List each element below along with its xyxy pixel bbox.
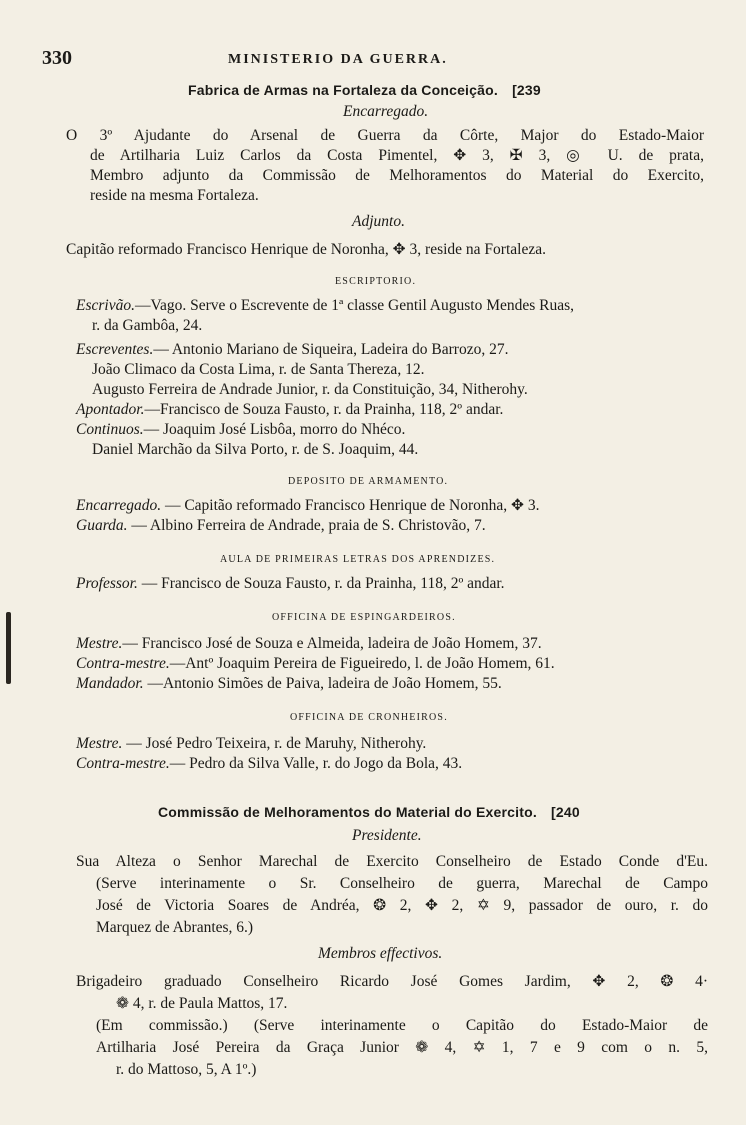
subtitle-presidente: Presidente.	[352, 827, 422, 844]
text-apontador: —Francisco de Souza Fausto, r. da Prainha, 118, 2º andar.	[144, 401, 504, 418]
entry-continuos	[76, 420, 405, 440]
subsection-espingardeiros: OFFICINA DE ESPINGARDEIROS.	[272, 612, 456, 623]
encarregado-line-4: reside na mesma Fortaleza.	[90, 187, 259, 204]
label-esp-contra: Contra-mestre.	[76, 655, 170, 672]
text-guarda: — Albino Ferreira de Andrade, praia de S. Christovão, 7.	[127, 517, 486, 534]
continuo-2: Daniel Marchão da Silva Porto, r. de S. Joaquim, 44.	[92, 441, 419, 458]
escrevente-3: Augusto Ferreira de Andrade Junior, r. da Constituição, 34, Nitherohy.	[92, 381, 528, 398]
text-esp-contra: —Antº Joaquim Pereira de Figueiredo, l. de João Homem, 61.	[169, 655, 555, 672]
encarregado-line-3: Membro adjunto da Commissão de Melhoramentos do Material do Exercito,	[90, 167, 704, 184]
section-ref: [240	[551, 804, 580, 820]
subtitle-encarregado: Encarregado.	[343, 103, 429, 120]
heading-text: Commissão de Melhoramentos do Material do Exercito.	[158, 804, 537, 820]
text-dep-encarregado: — Capitão reformado Francisco Henrique de Noronha, ✥ 3.	[161, 497, 540, 514]
entry-escrivao-cont: r. da Gambôa, 24.	[92, 317, 203, 334]
entry-guarda	[76, 516, 486, 536]
entry-cro-mestre	[76, 734, 426, 754]
text-esp-mestre: — Francisco José de Souza e Almeida, ladeira de João Homem, 37.	[122, 635, 542, 652]
membros-line-5: r. do Mattoso, 5, A 1º.)	[116, 1061, 257, 1078]
membros-line-2: ❁ 4, r. de Paula Mattos, 17.	[116, 995, 288, 1012]
label-dep-encarregado: Encarregado.	[76, 497, 162, 514]
subtitle-adjunto: Adjunto.	[352, 213, 405, 230]
label-continuos: Continuos.	[76, 421, 144, 438]
heading-text: Fabrica de Armas na Fortaleza da Conceição.	[188, 82, 498, 98]
entry-cro-contra-mestre	[76, 754, 462, 774]
entry-esp-mandador	[76, 674, 502, 694]
subtitle-membros: Membros effectivos.	[318, 945, 443, 962]
subsection-cronheiros: OFFICINA DE CRONHEIROS.	[290, 712, 448, 723]
text-esp-mandador: —Antonio Simões de Paiva, ladeira de João Homem, 55.	[143, 675, 502, 692]
subsection-deposito: DEPOSITO DE ARMAMENTO.	[288, 476, 449, 487]
text-escreventes: — Antonio Mariano de Siqueira, Ladeira do Barrozo, 27.	[153, 341, 509, 358]
label-guarda: Guarda.	[76, 517, 128, 534]
membros-line-1: Brigadeiro graduado Conselheiro Ricardo José Gomes Jardim, ✥ 2, ❂ 4·	[76, 973, 708, 990]
label-escrivao: Escrivão.	[76, 297, 135, 314]
label-apontador: Apontador.	[76, 401, 145, 418]
entry-escrivao	[76, 296, 574, 316]
text-cro-mestre: — José Pedro Teixeira, r. de Maruhy, Nitherohy.	[122, 735, 427, 752]
membros-line-4: Artilharia José Pereira da Graça Junior ❁ 4, ✡ 1, 7 e 9 com o n. 5,	[96, 1039, 708, 1056]
running-head: MINISTERIO DA GUERRA.	[228, 52, 448, 67]
encarregado-line-1: O 3º Ajudante do Arsenal de Guerra da Côrte, Major do Estado-Maior	[66, 127, 704, 144]
text-continuos: — Joaquim José Lisbôa, morro do Nhéco.	[143, 421, 406, 438]
presidente-line-1: Sua Alteza o Senhor Marechal de Exercito Conselheiro de Estado Conde d'Eu.	[76, 853, 708, 870]
entry-esp-mestre	[76, 634, 542, 654]
entry-escreventes	[76, 340, 508, 360]
label-cro-contra: Contra-mestre.	[76, 755, 170, 772]
entry-professor	[76, 574, 505, 594]
text-professor: — Francisco de Souza Fausto, r. da Prainha, 118, 2º andar.	[137, 575, 505, 592]
label-cro-mestre: Mestre.	[76, 735, 123, 752]
presidente-line-4: Marquez de Abrantes, 6.)	[96, 919, 254, 936]
adjunto-line: Capitão reformado Francisco Henrique de Noronha, ✥ 3, reside na Fortaleza.	[66, 241, 546, 258]
section-heading-commissao	[158, 802, 580, 822]
label-esp-mandador: Mandador.	[76, 675, 144, 692]
subsection-aula: AULA DE PRIMEIRAS LETRAS DOS APRENDIZES.	[220, 554, 496, 565]
margin-ink-mark	[6, 612, 11, 684]
label-esp-mestre: Mestre.	[76, 635, 123, 652]
encarregado-line-2: de Artilharia Luiz Carlos da Costa Pimentel, ✥ 3, ✠ 3, ◎ U. de prata,	[90, 147, 704, 164]
section-ref: [239	[512, 82, 541, 98]
entry-apontador	[76, 400, 503, 420]
membros-line-3: (Em commissão.) (Serve interinamente o Capitão do Estado-Maior de	[96, 1017, 708, 1034]
label-professor: Professor.	[76, 575, 138, 592]
presidente-line-3: José de Victoria Soares de Andréa, ❂ 2, ✥ 2, ✡ 9, passador de ouro, r. do	[96, 897, 708, 914]
entry-esp-contra-mestre	[76, 654, 555, 674]
text-escrivao: —Vago. Serve o Escrevente de 1ª classe Gentil Augusto Mendes Ruas,	[134, 297, 575, 314]
entry-deposito-encarregado	[76, 496, 540, 516]
escrevente-2: João Climaco da Costa Lima, r. de Santa Thereza, 12.	[92, 361, 425, 378]
subsection-escriptorio: ESCRIPTORIO.	[335, 276, 417, 287]
page-number: 330	[42, 47, 72, 69]
label-escreventes: Escreventes.	[76, 341, 154, 358]
section-heading-fabrica	[188, 80, 541, 100]
text-cro-contra: — Pedro da Silva Valle, r. do Jogo da Bola, 43.	[169, 755, 463, 772]
presidente-line-2: (Serve interinamente o Sr. Conselheiro de guerra, Marechal de Campo	[96, 875, 708, 892]
